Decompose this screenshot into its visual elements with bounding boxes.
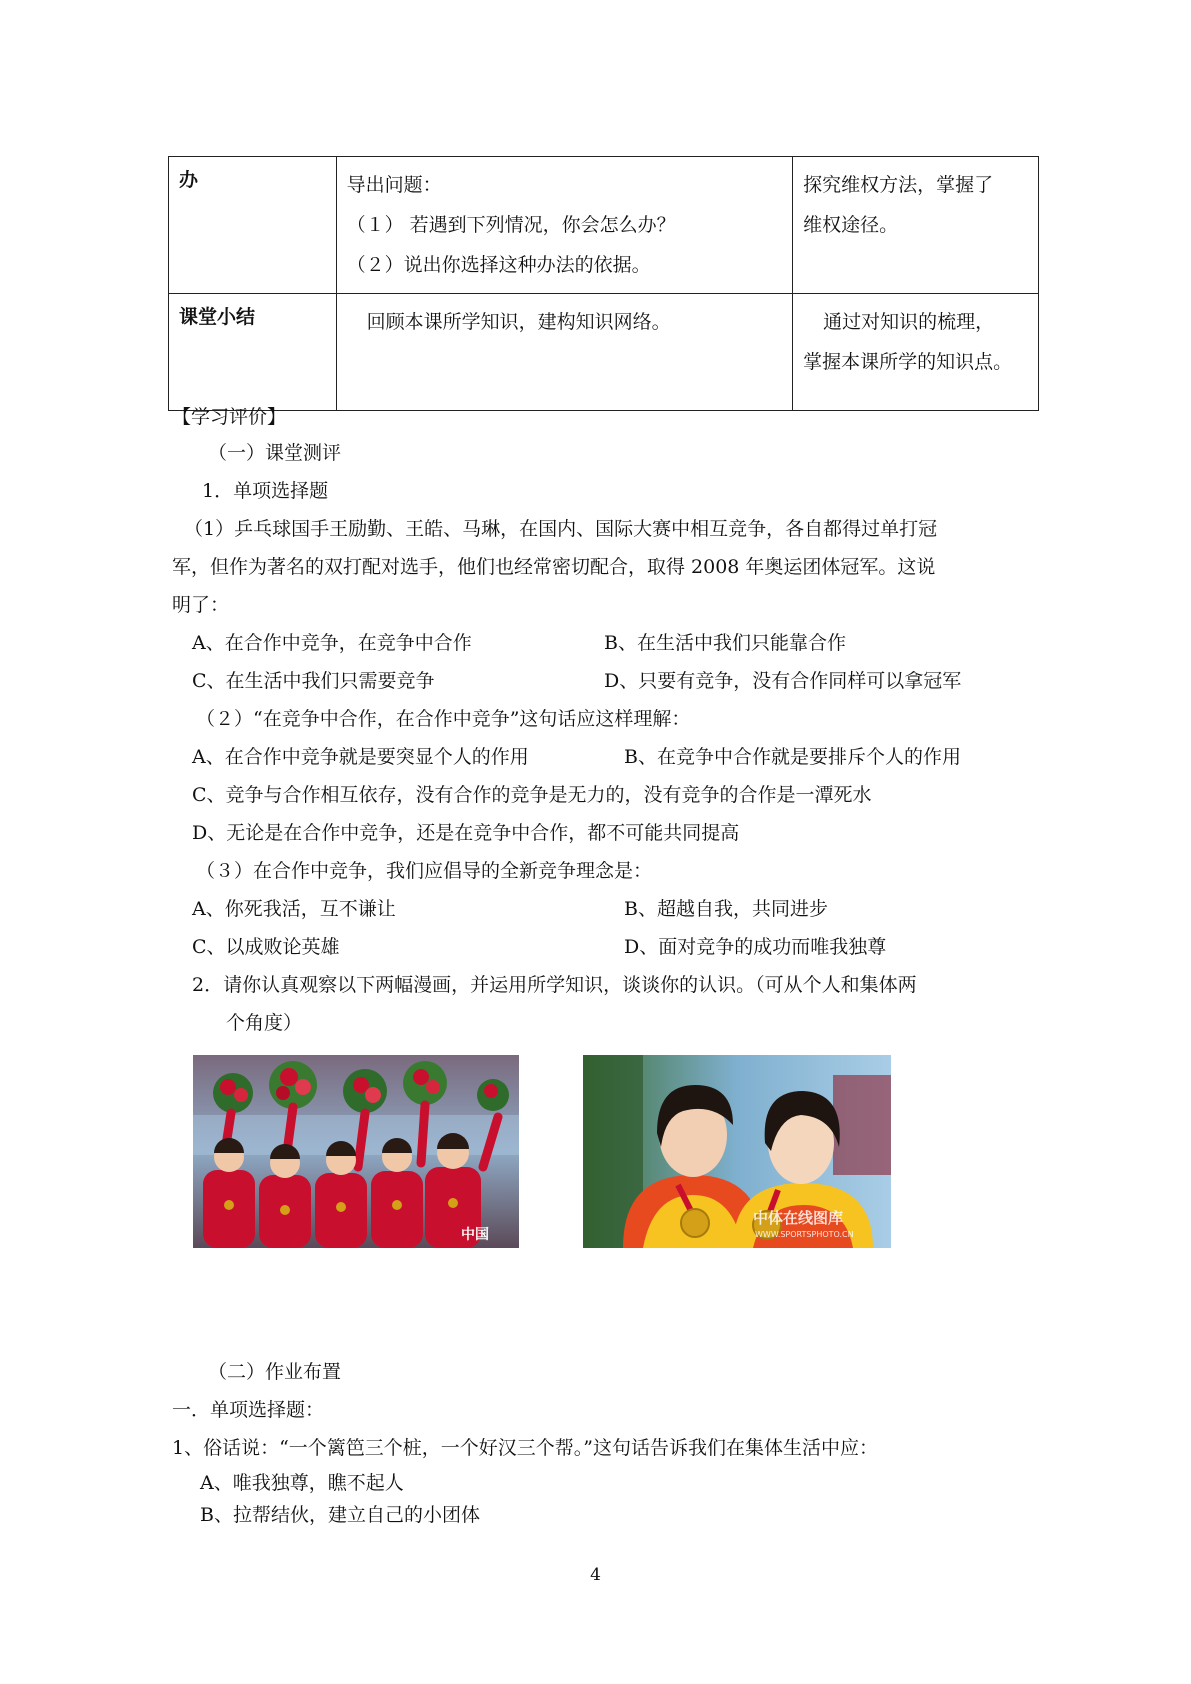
row-goal	[793, 294, 1039, 411]
option: B、拉帮结伙，建立自己的小团体	[200, 1504, 480, 1526]
question-stem: （３）在合作中竞争，我们应倡导的全新竞争理念是：	[196, 860, 653, 882]
option: D、面对竞争的成功而唯我独尊	[624, 936, 887, 958]
homework-section	[172, 1353, 1032, 1531]
evaluation-section	[172, 400, 1032, 1042]
page-number: 4	[590, 1565, 601, 1585]
lesson-table	[168, 156, 1039, 411]
goal-line: 探究维权方法，掌握了	[803, 174, 994, 196]
goal-line: 通过对知识的梳理，	[823, 311, 995, 333]
row-content	[336, 294, 793, 411]
row-label: 课堂小结	[169, 294, 337, 411]
question-stem: 明了：	[172, 594, 230, 616]
content-line: （２）说出你选择这种办法的依据。	[346, 254, 651, 276]
option: A、在合作中竞争就是要突显个人的作用	[192, 746, 529, 768]
option: D、无论是在合作中竞争，还是在竞争中合作，都不可能共同提高	[192, 822, 740, 844]
option: D、只要有竞争，没有合作同样可以拿冠军	[604, 670, 962, 692]
option: C、竞争与合作相互依存，没有合作的竞争是无力的，没有竞争的合作是一潭死水	[192, 784, 872, 806]
question-stem: （２）“在竞争中合作，在合作中竞争”这句话应这样理解：	[196, 708, 691, 730]
option: C、以成败论英雄	[192, 936, 340, 958]
row-label: 办	[169, 157, 337, 294]
option-row	[172, 662, 1032, 700]
question-type: 1．单项选择题	[202, 480, 329, 502]
option-row	[172, 890, 1032, 928]
option: A、唯我独尊，瞧不起人	[200, 1472, 404, 1494]
option: B、超越自我，共同进步	[624, 898, 828, 920]
question-stem: 1、俗话说：“一个篱笆三个桩，一个好汉三个帮。”这句话告诉我们在集体生活中应：	[172, 1437, 879, 1459]
table-row	[169, 294, 1039, 411]
option: A、你死我活，互不谦让	[192, 898, 396, 920]
content-line: 导出问题：	[346, 174, 442, 196]
question-stem: （1）乒乓球国手王励勤、王皓、马琳，在国内、国际大赛中相互竞争，各自都得过单打冠	[184, 518, 938, 540]
row-content	[336, 157, 793, 294]
section-heading: 一．单项选择题：	[172, 1399, 325, 1421]
row-goal	[793, 157, 1039, 294]
option: A、在合作中竞争，在竞争中合作	[192, 632, 472, 654]
sub-heading: （一）课堂测评	[208, 442, 342, 464]
section-heading: 【学习评价】	[172, 406, 287, 428]
option: C、在生活中我们只需要竞争	[192, 670, 435, 692]
option-row	[172, 928, 1032, 966]
option-row	[172, 624, 1032, 662]
photo-watermark: 中国	[461, 1227, 489, 1243]
goal-line: 维权途径。	[803, 214, 899, 236]
photo-watermark: 中体在线图库	[753, 1209, 844, 1227]
question-stem: 军，但作为著名的双打配对选手，他们也经常密切配合，取得 2008 年奥运团体冠军。这说	[172, 556, 936, 578]
option: B、在生活中我们只能靠合作	[604, 632, 846, 654]
divers-medal-image	[583, 1055, 891, 1248]
team-celebration-image	[193, 1055, 519, 1248]
option-row	[172, 738, 1032, 776]
question-stem: 2．请你认真观察以下两幅漫画，并运用所学知识，谈谈你的认识。（可从个人和集体两	[192, 974, 917, 996]
content-line: 回顾本课所学知识，建构知识网络。	[366, 311, 671, 333]
sub-heading: （二）作业布置	[208, 1361, 342, 1383]
content-line: （１） 若遇到下列情况，你会怎么办？	[346, 214, 676, 236]
question-stem: 个角度）	[226, 1012, 303, 1034]
photo-watermark-url: WWW.SPORTSPHOTO.CN	[755, 1230, 854, 1239]
goal-line: 掌握本课所学的知识点。	[803, 351, 1013, 373]
divers-medal-photo	[583, 1055, 891, 1248]
option: B、在竞争中合作就是要排斥个人的作用	[624, 746, 961, 768]
gymnastics-team-photo	[193, 1055, 519, 1248]
table-row	[169, 157, 1039, 294]
